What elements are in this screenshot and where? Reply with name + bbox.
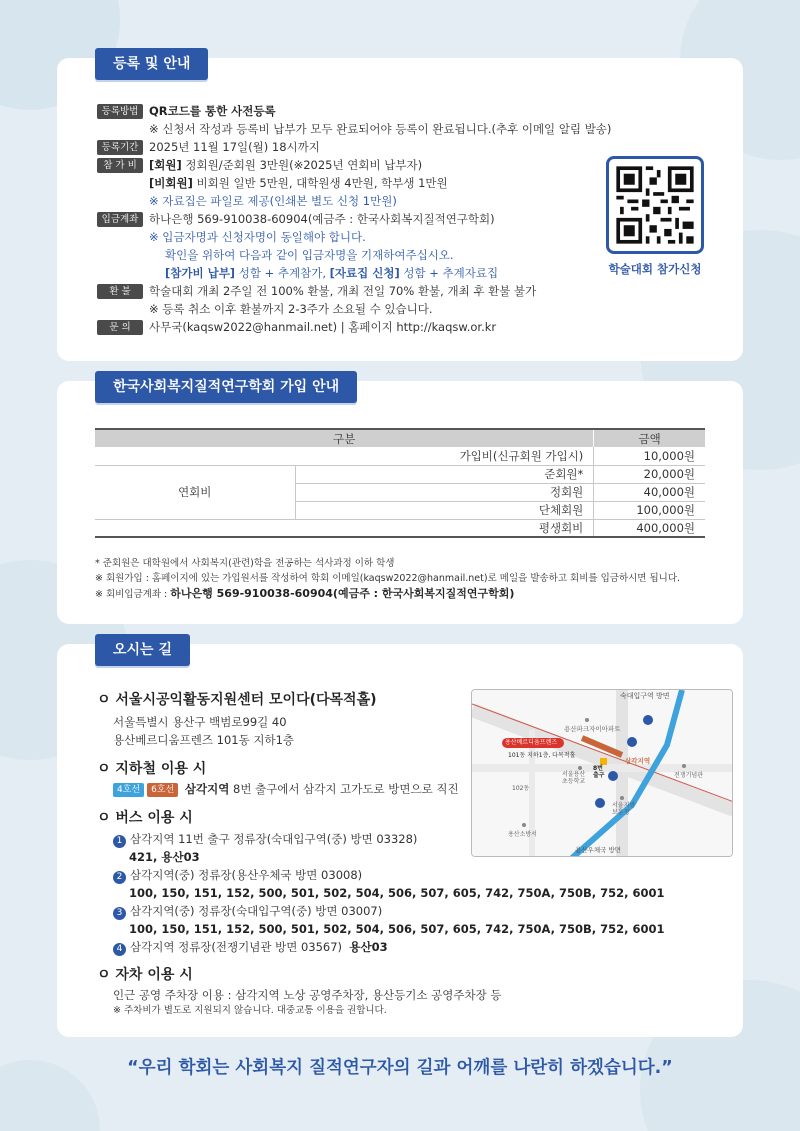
bus-stop-text: 삼각지역 정류장(전쟁기념관 방면 03567) [130, 940, 343, 954]
fee-nonmember-row [149, 174, 448, 192]
table-row [95, 465, 705, 483]
cell-amount: 40,000원 [594, 483, 705, 501]
reg-deadline-row [97, 138, 320, 156]
account-text: 하나은행 569-910038-60904(예금주 : 한국사회복지질적연구학회) [149, 212, 495, 226]
map-label-exit: 8번 출구 [593, 765, 605, 779]
cell-sub: 준회원* [295, 465, 594, 483]
line4-badge: 4호선 [113, 783, 144, 797]
bus-stop-text: 삼각지역(중) 정류장(숙대입구역(중) 방면 03007) [130, 904, 383, 918]
account-note-3b: 성함 + 추계참가, [235, 266, 330, 280]
refund-text: 학술대회 개최 2주일 전 100% 환불, 개최 전일 70% 환불, 개최 후 환불 불가 [149, 284, 537, 298]
footnote-3-label: ※ 회비입금계좌 : [95, 589, 171, 600]
contact-label: 문 의 [97, 320, 143, 335]
bus-stop-text: 삼각지역 11번 출구 정류장(숙대입구역(중) 방면 03328) [130, 832, 418, 846]
map-label-school: 서울용산 초등학교 [562, 771, 586, 785]
registration-card [57, 58, 743, 361]
slogan: “우리 학회는 사회복지 질적연구자의 길과 어깨를 나란히 하겠습니다.” [127, 1058, 673, 1078]
bus-number-icon: 1 [113, 835, 126, 848]
reg-contact-row [97, 318, 496, 336]
directions-card [57, 644, 743, 1037]
footnote-3 [95, 586, 514, 602]
line6-badge: 6호선 [147, 783, 178, 797]
account-note-1: ※ 입금자명과 신청자명이 동일해야 합니다. [149, 230, 366, 244]
map-label-apt: 용산파크자이아파트 [564, 725, 621, 733]
fee-note: ※ 자료집은 파일로 제공(인쇄본 별도 신청 1만원) [149, 194, 397, 208]
table-row [95, 519, 705, 537]
cell-group: 연회비 [95, 465, 295, 519]
bus-stop-3 [113, 902, 382, 920]
car-desc: 인근 공영 주차장 이용 : 삼각지역 노상 공영주차장, 용산등기소 공영주차장 등 [113, 988, 502, 1002]
map-label-building: 102동 [512, 785, 530, 792]
membership-card [57, 381, 743, 624]
cell-amount: 10,000원 [594, 447, 705, 465]
membership-fee-table [95, 428, 705, 538]
account-note-3c: [자료집 신청] [329, 266, 400, 280]
footnote-1: * 준회원은 대학원에서 사회복지(관련)학을 전공하는 석사과정 이하 학생 [95, 558, 395, 569]
address-line-1: 서울특별시 용산구 백범로99길 40 [113, 715, 287, 729]
subway-station: 삼각지역 [184, 782, 230, 796]
fee-member-tag: [회원] [149, 158, 182, 172]
fee-label: 참 가 비 [97, 158, 143, 173]
table-row [95, 447, 705, 465]
account-note-3 [165, 264, 498, 282]
cell-amount: 400,000원 [594, 519, 705, 537]
deadline-label: 등록기간 [97, 140, 143, 155]
bus-routes-4: 용산03 [349, 940, 388, 954]
account-label: 입금계좌 [97, 212, 143, 227]
qr-code[interactable] [606, 156, 704, 254]
qr-caption: 학술대회 참가신청 [608, 262, 702, 276]
reg-fee-row [97, 156, 422, 174]
map-label-top: 숙대입구역 방면 [620, 692, 670, 700]
subway-desc: 8번 출구에서 삼각지 고가도로 방면으로 직진 [229, 782, 459, 796]
map-label-venue-sub: 101동 지하1층, 다목적홀 [508, 752, 576, 759]
registration-title: 등록 및 안내 [95, 48, 208, 80]
cell-amount: 20,000원 [594, 465, 705, 483]
cell-category: 가입비(신규회원 가입시) [95, 447, 594, 465]
method-text: QR코드를 통한 사전등록 [149, 104, 276, 118]
bus-routes-3: 100, 150, 151, 152, 500, 501, 502, 504, 506, 507, 605, 742, 750A, 750B, 752, 6001 [129, 922, 665, 936]
location-map[interactable] [471, 689, 733, 857]
cell-sub: 단체회원 [295, 501, 594, 519]
bus-title: ㅇ 버스 이용 시 [97, 810, 193, 826]
venue-title: ㅇ 서울시공익활동지원센터 모이다(다목적홀) [97, 692, 377, 708]
bus-stop-text: 삼각지역(중) 정류장(용산우체국 방면 03008) [130, 868, 363, 882]
footnote-3-account: 하나은행 569-910038-60904(예금주 : 한국사회복지질적연구학회) [170, 587, 515, 600]
bus-routes-2: 100, 150, 151, 152, 500, 501, 502, 504, 506, 507, 605, 742, 750A, 750B, 752, 6001 [129, 886, 665, 900]
method-label: 등록방법 [97, 104, 143, 119]
deadline-text: 2025년 11월 17일(월) 18시까지 [149, 140, 320, 154]
map-label-venue: 용산베르디움프렌즈 [505, 739, 558, 746]
reg-method-row [97, 102, 276, 120]
subway-info [113, 780, 459, 798]
map-label-station: 삼각지역 [625, 757, 651, 765]
bus-routes-1: 421, 용산03 [129, 850, 200, 864]
footnote-2: ※ 회원가입 : 홈페이지에 있는 가입원서를 작성하여 학회 이메일(kaqsw2022@hanmail.net)로 메일을 발송하고 회비를 입금하시면 됩니다. [95, 573, 681, 584]
bus-number-icon: 4 [113, 943, 126, 956]
account-note-3d: 성함 + 추계자료집 [399, 266, 499, 280]
bus-stop-2 [113, 866, 362, 884]
map-label-police: 서울지방 보훈청 [612, 802, 636, 816]
header-amount: 금액 [594, 429, 705, 447]
method-note: ※ 신청서 작성과 등록비 납부가 모두 완료되어야 등록이 완료됩니다.(추후 이메일 알림 발송) [149, 122, 612, 136]
reg-refund-row [97, 282, 536, 300]
address-line-2: 용산베르디움프렌즈 101동 지하1층 [113, 733, 294, 747]
cell-sub: 정회원 [295, 483, 594, 501]
refund-note: ※ 등록 취소 이후 환불까지 2-3주가 소요될 수 있습니다. [149, 302, 433, 316]
account-note-3a: [참가비 납부] [165, 266, 236, 280]
bus-stop-1 [113, 830, 417, 848]
directions-title: 오시는 길 [95, 634, 190, 666]
fee-member-text: 정회원/준회원 3만원(※2025년 연회비 납부자) [181, 158, 423, 172]
membership-title: 한국사회복지질적연구학회 가입 안내 [95, 371, 357, 403]
subway-title: ㅇ 지하철 이용 시 [97, 761, 207, 777]
bus-number-icon: 2 [113, 871, 126, 884]
car-title: ㅇ 자차 이용 시 [97, 967, 193, 983]
refund-label: 환 불 [97, 284, 143, 299]
fee-nonmember-tag: [비회원] [149, 176, 193, 190]
car-note: ※ 주차비가 별도로 지원되지 않습니다. 대중교통 이용을 권합니다. [113, 1005, 387, 1016]
bus-stop-4 [113, 938, 388, 956]
fee-nonmember-text: 비회원 일반 5만원, 대학원생 4만원, 학부생 1만원 [192, 176, 448, 190]
map-label-fire: 용산소방서 [508, 831, 537, 838]
header-category: 구분 [95, 429, 594, 447]
map-label-museum: 전쟁기념관 [674, 772, 703, 779]
reg-account-row [97, 210, 495, 228]
cell-category: 평생회비 [95, 519, 594, 537]
account-note-2: 확인을 위하여 다음과 같이 입금자명을 기재하여주십시오. [165, 248, 454, 262]
map-label-bottom: 용산우체국 방면 [575, 846, 622, 854]
bus-number-icon: 3 [113, 907, 126, 920]
cell-amount: 100,000원 [594, 501, 705, 519]
qr-code-image [609, 159, 701, 251]
table-header-row [95, 429, 705, 447]
contact-text[interactable]: 사무국(kaqsw2022@hanmail.net) | 홈페이지 http://kaqsw.or.kr [149, 320, 497, 334]
